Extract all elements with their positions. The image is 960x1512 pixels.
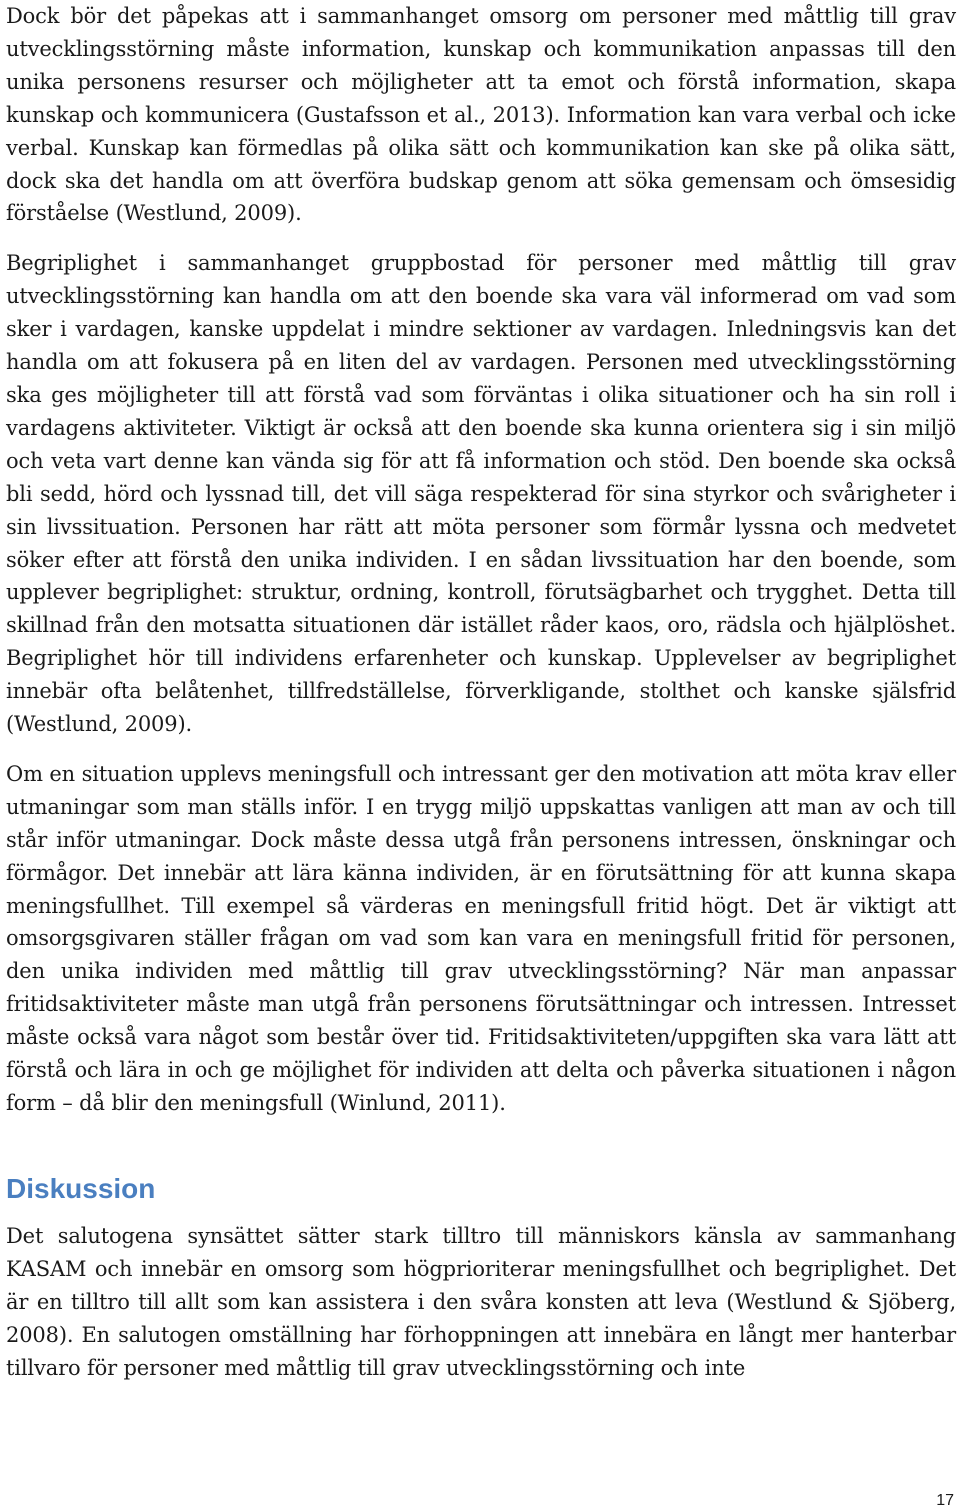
body-paragraph-1: Dock bör det påpekas att i sammanhanget omsorg om personer med måttlig till grav utvecklingsstörning måste information, kunskap och kommunikation anpassas till den unika personens resurser och möjligheter att ta emot och förstå information, skapa kunskap och kommunicera (Gustafsson et al., 2013). Information kan vara verbal och icke verbal. Kunskap kan förmedlas på olika sätt och kommunikation kan ske på olika sätt, dock ska det handla om att överföra budskap genom att söka gemensam och ömsesidig förståelse (Westlund, 2009).: [6, 4, 956, 226]
body-paragraph-4: Det salutogena synsättet sätter stark tilltro till människors känsla av sammanhang KASAM och innebär en omsorg som högprioriterar meningsfullhet och begriplighet. Det är en tilltro till allt som kan assistera i den svåra konsten att leva (Westlund & Sjöberg, 2008). En salutogen omställning har förhoppningen att innebära en långt mer hanterbar tillvaro för personer med måttlig till grav utvecklingsstörning och inte: [6, 1223, 956, 1380]
body-paragraph-3: Om en situation upplevs meningsfull och intressant ger den motivation att möta krav eller utmaningar som man ställs inför. I en trygg miljö uppskattas vanligen att man av och till står inför utmaningar. Dock måste dessa utgå från personens intressen, önskningar och förmågor. Det innebär att lära känna individen, är en förutsättning för att kunna skapa meningsfullhet. Till exempel så värderas en meningsfull fritid högt. Det är viktigt att omsorgsgivaren ställer frågan om vad som kan vara en meningsfull fritid för personen, den unika individen med måttlig till grav utvecklingsstörning? När man anpassar fritidsaktiviteter måste man utgå från personens förutsättningar och intressen. Intresset måste också vara något som består över tid. Fritidsaktiviteten/uppgiften ska vara lätt att förstå och lära in och ge möjlighet för individen att delta och påverka situationen i någon form – då blir den meningsfull (Winlund, 2011).: [6, 761, 956, 1115]
document-page: [6, 0, 956, 1384]
body-paragraph-2: Begriplighet i sammanhanget gruppbostad för personer med måttlig till grav utvecklingsstörning kan handla om att den boende ska vara väl informerad om vad som sker i vardagen, kanske uppdelat i mindre sektioner av vardagen. Inledningsvis kan det handla om att fokusera på en liten del av vardagen. Personen med utvecklingsstörning ska ges möjligheter till att förstå vad som förväntas i olika situationer och ha sin roll i vardagens aktiviteter. Viktigt är också att den boende ska kunna orientera sig i sin miljö och veta vart denne kan vända sig för att få information och stöd. Den boende ska också bli sedd, hörd och lyssnad till, det vill säga respekterad för sina styrkor och svårigheter i sin livssituation. Personen har rätt att möta personer som förmår lyssna och medvetet söker efter att förstå den unika individen. I en sådan livssituation har den boende, som upplever begriplighet: struktur, ordning, kontroll, förutsägbarhet och trygghet. Detta till skillnad från den motsatta situationen där istället råder kaos, oro, rädsla och hjälplöshet. Begriplighet hör till individens erfarenheter och kunskap. Upplevelser av begriplighet innebär ofta belåtenhet, tillfredställelse, förverkligande, stolthet och kanske själsfrid (Westlund, 2009).: [6, 251, 956, 737]
page-number: 17: [936, 1492, 954, 1509]
section-heading: Diskussion: [6, 1172, 156, 1204]
